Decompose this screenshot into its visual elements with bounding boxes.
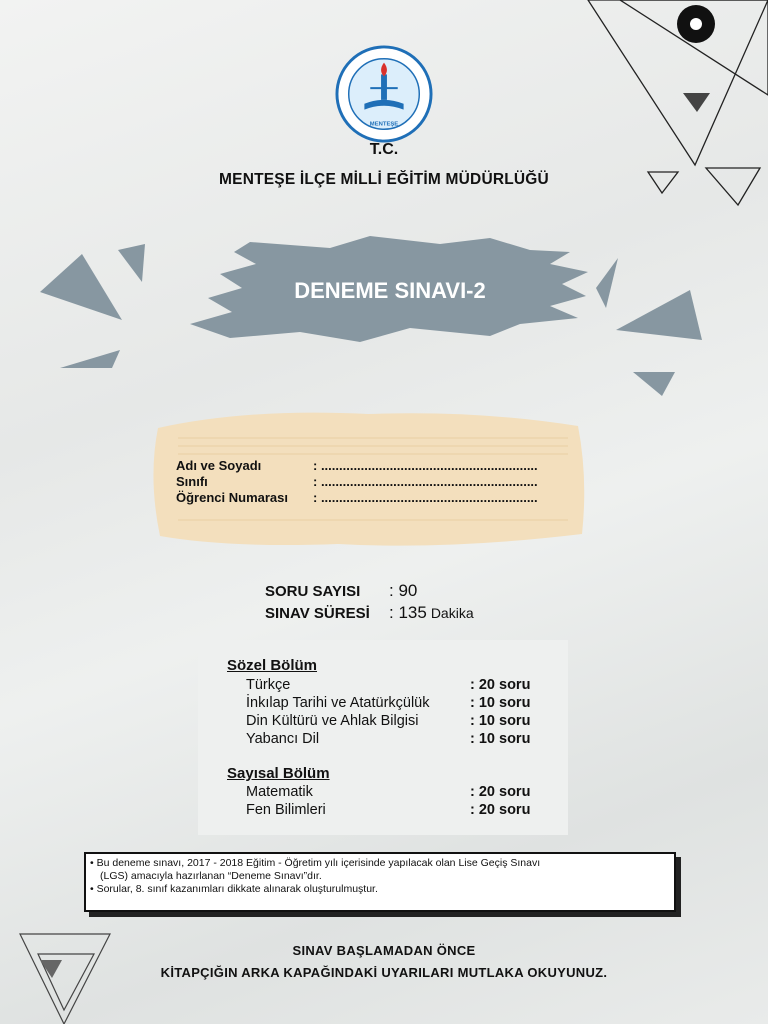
subject-count: : 20 soru [470,802,531,818]
section-title: Sözel Bölüm [227,657,318,674]
subject-name: Türkçe [246,677,291,693]
subject-count: : 20 soru [470,784,531,800]
name-label: Adı ve Soyadı [176,458,262,473]
small-dark-triangle [683,93,710,112]
exam-title: DENEME SINAVI-2 [294,278,486,303]
class-field[interactable] [176,474,538,489]
question-count-row [265,581,417,601]
number-fill-line: : ............................................................ [313,490,538,505]
duration-row [265,603,474,623]
subject-name: Yabancı Dil [246,731,320,747]
subject-name: Fen Bilimleri [246,802,326,818]
directorate-title: MENTEŞE İLÇE MİLLİ EĞİTİM MÜDÜRLÜĞÜ [219,171,549,188]
warning-line-2: KİTAPÇIĞIN ARKA KAPAĞINDAKİ UYARILARI MUTLAKA OKUYUNUZ. [160,965,608,980]
subject-name: Din Kültürü ve Ahlak Bilgisi [246,713,419,729]
note-line: • Bu deneme sınavı, 2017 - 2018 Eğitim - Öğretim yılı içerisinde yapılacak olan Lise Geçiş Sınavı [90,857,541,869]
warning-line-1: SINAV BAŞLAMADAN ÖNCE [292,943,476,958]
duration-unit: Dakika [430,605,474,621]
number-field[interactable] [176,490,538,505]
section-title: Sayısal Bölüm [227,765,330,782]
subject-count: : 10 soru [470,713,531,729]
question-count-label: SORU SAYISI [265,583,361,600]
notes-box [84,852,676,912]
subject-name: Matematik [246,784,313,800]
number-label: Öğrenci Numarası [176,490,288,505]
class-fill-line: : ............................................................ [313,474,538,489]
ring-circle [677,5,715,43]
name-field[interactable] [176,458,538,473]
name-fill-line: : ............................................................ [313,458,538,473]
ministry-logo [335,45,433,143]
subject-count: : 10 soru [470,731,531,747]
subject-count: : 10 soru [470,695,531,711]
country-label: T.C. [369,141,399,158]
note-line: • Sorular, 8. sınıf kazanımları dikkate alınarak oluşturulmuştur. [90,883,378,895]
note-line: (LGS) amacıyla hazırlanan “Deneme Sınavı”dır. [100,870,322,882]
subject-count: : 20 soru [470,677,531,693]
class-label: Sınıfı [176,474,208,489]
logo-caption: MENTEŞE [369,121,399,128]
duration-label: SINAV SÜRESİ [265,605,370,622]
subject-name: İnkılap Tarihi ve Atatürkçülük [246,695,430,711]
question-count-value: : 90 [389,581,418,600]
duration-value: : 135 [389,603,427,622]
